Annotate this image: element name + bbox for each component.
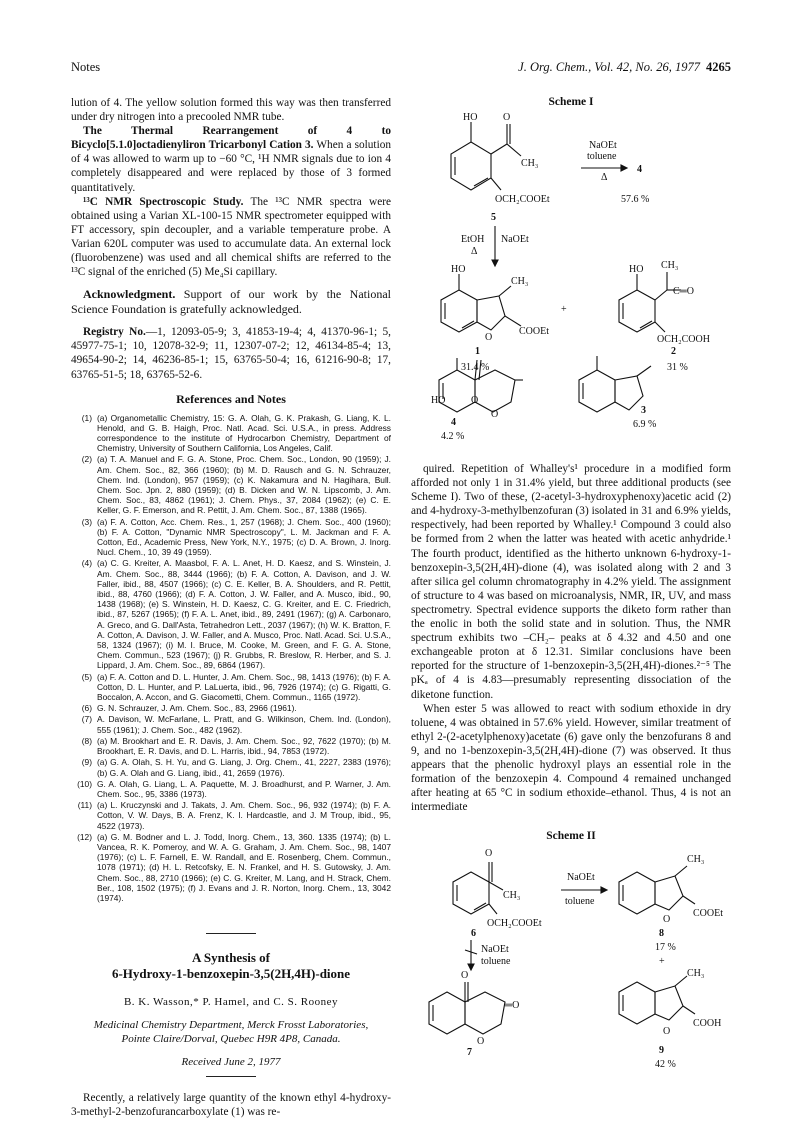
article-title-line2: 6-Hydroxy-1-benzoxepin-3,5(2H,4H)-dione [111, 966, 351, 982]
benzene-ring [619, 872, 655, 914]
compound-3-label: 3 [641, 405, 646, 416]
benzene-ring [441, 290, 477, 332]
reference-number: (3) [81, 516, 92, 527]
label-o: O [503, 112, 511, 123]
scheme-2-bottom-labels [411, 1043, 731, 1073]
yield-8: 17 % [655, 942, 676, 954]
paragraph-continued: lution of 4. The yellow solution formed this way was then transferred under dry nitrogen into a precooled NMR tube. [71, 97, 391, 124]
benzene-ring [453, 872, 489, 914]
reference-item [71, 800, 391, 831]
registry-numbers: Registry No.—1, 12093-05-9; 3, 41853-19-4; 4, 41370-96-1; 5, 45977-75-1; 10, 12078-32-9; 11, 12307-07-2; 12, 46134-85-4; 13, 49654-90-2; 14, 46236-85-1; 15, 63765-50-4; 16, 61216-90-8; 17, 63765-51-5; 18, 63765-52-6. [71, 326, 391, 381]
yield-3: 6.9 % [633, 419, 657, 430]
reference-text: (a) M. Brookhart and E. R. Davis, J. Am. Chem. Soc., 92, 7622 (1970); (b) M. Brookhart, E. R. Davis, and D. L. Harris, ibid., 94, 7853 (1972). [97, 735, 391, 757]
reference-number: (6) [81, 703, 92, 714]
compound-4-label: 4 [637, 164, 642, 175]
ring-oxygen-8: O [663, 914, 671, 926]
reference-item [71, 454, 391, 515]
paragraph-ester-reaction: When ester 5 was allowed to react with sodium ethoxide in dry toluene, 4 was obtained in 57.6% yield. However, similar treatment of ethyl 2-(2-acetylphenoxy)acetate (6) gave only the benzofurans 8 and 9, and no 1-benzoxepin-3,5(2H,4H)-dione (7) was observed. It thus appears that the phenolic hydroxyl plays an essential role in the formation of the benzoxepin 4. Compound 4 remained unchanged after heating at 65 °C in sodium ethoxide–ethanol. Thus, 4 is not an intermediate [411, 702, 731, 814]
compound-9-label: 9 [659, 1045, 664, 1057]
reference-text: (a) G. A. Olah, S. H. Yu, and G. Liang, J. Org. Chem., 41, 2227, 2383 (1976); (b) G. A. Olah and G. Liang, ibid., 41, 2659 (1976). [97, 757, 391, 778]
compound-5-label: 5 [491, 212, 496, 223]
reference-item [71, 779, 391, 799]
acknowledgment: Acknowledgment. Support of our work by the National Science Foundation is gratefully acknowledged. [71, 287, 391, 317]
label-ch3-8: CH₃ [687, 854, 705, 866]
scheme-1 [411, 96, 731, 476]
reference-item [71, 517, 391, 558]
benzene-ring [619, 982, 655, 1024]
scheme-2-structures [411, 842, 731, 1048]
reference-text: (a) C. G. Kreiter, A. Maasbol, F. A. L. Anet, H. D. Kaesz, and S. Winstein, J. Am. Chem. Soc., 88, 3444 (1966); (b) F. A. Cotton, A. Davison, and J. W. Faller, ibid., 88, 4507 (1966); (c) C. E. Keller, B. A. Shoulders, and R. Pettit, ibid., 88, 4760 (1966); (d) F. A. Cotton, J. W. Faller, and A. Musco, ibid., 90, 1438 (1968); (e) S. Winstein, H. D. Kaesz, C. G. Kreiter, and E. C. Friedrich, ibid., 87, 5267 (1965); (f) F. A. L. Anet, ibid., 89, 2491 (1967); (g) A. Carbonaro, A. Greco, and G. Dall'Asta, Tetrahedron Lett., 2037 (1967); (h) W. K. Bratton, F. A. Cotton, A. Davison, J. W. Faller, and A. Musco, Proc. Natl. Acad. Sci. U.S.A., 58, 1324 (1967); (i) M. I. Bruce, M. Cooke, M. Green, and F. G. A. Stone, Chem. Commun., 523 (1967); (j) R. Grubbs, R. Breslow, R. Herber, and S. J. Lippard, J. Am. Chem. Soc., 89, 6864 (1967). [97, 558, 391, 671]
ring-oxygen-9: O [663, 1026, 671, 1038]
reference-text: (a) T. A. Manuel and F. G. A. Stone, Proc. Chem. Soc., London, 90 (1959); J. Am. Chem. Soc., 82, 366 (1960); (b) M. D. Rausch and G. N. Schrauzer, Chem. Ind. (London), 957 (1959); (c) K. Nakamura and N. Hagihara, Bull. Chem. Soc. Jpn. 2, 880 (1959); (d) B. Dicken and W. N. Lipscomb, J. Am. Chem. Soc., 83, 4862 (1961); J. Chem. Phys., 37, 2084 (1962); (e) C. E. Keller, G. F. Emerson, and R. Pettit, J. Am. Chem. Soc., 87, 1388 (1965). [97, 454, 391, 516]
label-o-4: O [471, 395, 479, 406]
label-cooet-8: COOEt [693, 908, 723, 920]
label-ho-2: HO [629, 264, 644, 275]
header-journal: J. Org. Chem., Vol. 42, No. 26, 1977 4265 [518, 60, 731, 74]
scheme-1-bottom-labels [411, 395, 731, 471]
article-header [71, 933, 391, 1077]
label-och2cooet-6: OCH₂COOEt [487, 918, 542, 930]
scheme-2-title: Scheme II [546, 830, 596, 843]
reference-text: (a) G. M. Bodner and L. J. Todd, Inorg. Chem., 13, 360. 1335 (1974); (b) L. Vancea, R. K. Pomeroy, and W. A. G. Graham, J. Am. Chem. Soc., 98, 1407 (1976); (c) L. F. Farnell, E. W. Randall, and E. Rosenberg, Chem. Commun., 1078 (1971); (d) H. L. Retcofsky, E. N. Frankel, and H. S. Gutowsky, J. Am. Chem. Soc., 88, 2710 (1966); (e) C. G. Kreiter, M. Lang, and H. Strack, Chem. Ber., 108, 1502 (1975); (f) J. Evans and J. R. Norton, Inorg. Chem., 13, 3042 (1974). [97, 831, 391, 903]
paragraph-nmr-study: ¹³C NMR Spectroscopic Study. The ¹³C NMR spectra were obtained using a Varian XL-100-15 NMR spectrometer equipped with FT accessory, spin decoupler, and a variable temperature probe. A Varian 620L computer was used to accumulate data. An external lock (fluorobenzene) was used and all chemical shifts are referred to the ¹³C signal of the enriched (5) Me₄Si capillary. [71, 195, 391, 279]
label-cooet-1: COOEt [519, 326, 549, 337]
ring-oxygen-1: O [485, 332, 493, 343]
ring-oxygen-4: O [491, 409, 499, 420]
right-column [411, 96, 731, 1078]
benzene-ring [619, 290, 655, 332]
references-heading: References and Notes [176, 391, 286, 406]
divider [206, 1076, 256, 1077]
reagent-heat: Δ [601, 172, 608, 183]
reference-item [71, 413, 391, 454]
reference-number: (4) [81, 558, 92, 569]
running-header [71, 60, 731, 78]
label-och2cooh: OCH₂COOH [657, 334, 710, 345]
reagent-toluene: toluene [587, 151, 617, 162]
reference-number: (12) [77, 831, 92, 842]
reference-item [71, 703, 391, 713]
compound-4-label-bottom: 4 [451, 417, 456, 428]
keto-7: ═O [505, 1000, 520, 1012]
divider [206, 933, 256, 934]
left-column [71, 96, 391, 1119]
label-ho-4: HO [431, 395, 446, 406]
reference-item [71, 832, 391, 903]
label-o-6: O [485, 848, 493, 860]
reference-text: (a) L. Kruczynski and J. Takats, J. Am. Chem. Soc., 96, 932 (1974); (b) F. A. Cotton, V. W. Days, B. A. Frenz, K. I. Hardcastle, and J. M Troup, ibid., 95, 4522 (1973). [97, 800, 391, 831]
compound-8-label: 8 [659, 928, 664, 940]
reference-text: G. A. Olah, G. Liang, L. A. Paquette, M. J. Broadhurst, and P. Warner, J. Am. Chem. Soc., 95, 3386 (1973). [97, 778, 391, 799]
label-co-2: C═O [673, 286, 694, 297]
reference-item [71, 714, 391, 734]
reagent-etoh: EtOH [461, 234, 485, 245]
reagent-naoet-s2: NaOEt [567, 872, 595, 884]
reference-number: (9) [81, 757, 92, 768]
label-ho: HO [463, 112, 478, 123]
compound-6-label: 6 [471, 928, 476, 940]
reagent-naoet: NaOEt [589, 140, 617, 151]
plus-sign-s2: + [659, 956, 665, 968]
paragraph-results: quired. Repetition of Whalley's¹ procedure in a modified form afforded not only 1 in 31.4% yield, but three additional products (see Scheme I). Two of these, (2-acetyl-3-hydroxyphenoxy)acetic acid (2) and 4-hydroxy-3-methylbenzofuran (3) isolated in 31 and 6.9% yields, respectively, had been reported by Whalley.¹ Compound 3 could also be formed from 2 when the latter was heated with acetic anhydride.¹ The fourth product, identified as the hitherto unknown 6-hydroxy-1-benzoxepin-3,5(2H,4H)-dione (4), was isolated along with 2 and 3 after silica gel column chromatography in 4.2% yield. The assignment of structure to 4 was based on microanalysis, NMR, IR, UV, and mass spectrometry. Spectral evidence supports the diketo form rather than the enolic in both the solid state and in solution. Thus, the NMR spectrum exhibits two –CH₂– peaks at δ 4.32 and 4.50 and one exchangeable proton at δ 12.31. Similar conclusions have been reported for the structure of 1-benzoxepin-3,5(2H,4H)-diones.²⁻⁵ The pKₐ of 4 is 4.83—presumably representing dissociation of the diketone function. [411, 463, 731, 701]
reference-text: (a) F. A. Cotton and D. L. Hunter, J. Am. Chem. Soc., 98, 1413 (1976); (b) F. A. Cotton, D. L. Hunter, and P. LaLuerta, ibid., 96, 7926 (1974); (c) G. Rigatti, G. Boccalon, A. Accon, and G. Giacometti, Chem. Commun., 1165 (1972). [97, 671, 391, 703]
label-cooh-9: COOH [693, 1018, 722, 1030]
reagent-toluene-down: toluene [481, 956, 511, 968]
label-ch3-6: CH₃ [503, 890, 521, 902]
reference-text: (a) Organometallic Chemistry, 15: G. A. Olah, G. K. Prakash, G. Liang, K. L. Henold, and G. B. Haigh, Proc. Natl. Acad. Sci. U.S.A., in press. Address correspondence to the institute of Hydrocarbon Chemistry, Department of Chemistry, University of Southern California, Los Angeles, Calif. [97, 412, 391, 454]
label-ho-1: HO [451, 264, 466, 275]
article-authors: B. K. Wasson,* P. Hamel, and C. S. Rooney [123, 996, 339, 1009]
label-ch3: CH₃ [521, 158, 539, 169]
compound-7-label: 7 [467, 1047, 472, 1059]
reference-text: G. N. Schrauzer, J. Am. Chem. Soc., 83, 2966 (1961). [97, 703, 297, 714]
yield-9: 42 % [655, 1059, 676, 1071]
yield-4-top: 57.6 % [621, 194, 650, 205]
article-affiliation: Medicinal Chemistry Department, Merck Frosst Laboratories, Pointe Claire/Dorval, Quebec H9R 4P8, Canada. [93, 1019, 369, 1046]
reference-number: (8) [81, 735, 92, 746]
yield-2: 31 % [667, 362, 688, 373]
scheme-1-structures [411, 108, 731, 420]
yield-4: 4.2 % [441, 431, 465, 442]
reference-item [71, 757, 391, 777]
scheme-1-title: Scheme I [548, 96, 594, 108]
reference-text: (a) F. A. Cotton, Acc. Chem. Res., 1, 257 (1968); J. Chem. Soc., 400 (1960); (b) F. A. Cotton, "Dynamic NMR Spectroscopy", L. M. Jackman and F. A. Cotton, Ed., Academic Press, New York, N.Y., 1975; (c) D. A. Brown, J. Inorg. Nucl. Chem., 10, 39 49 (1959). [97, 516, 391, 558]
paragraph-thermal-rearrangement: The Thermal Rearrangement of 4 to Bicyclo[5.1.0]octadienyliron Tricarbonyl Cation 3. When a solution of 4 was allowed to warm up to −60 °C, ¹H NMR signals due to ion 4 completely disappeared and were replaced by those of 3 formed quantitatively. [71, 125, 391, 194]
reference-number: (5) [81, 671, 92, 682]
reference-item [71, 558, 391, 670]
reference-item [71, 736, 391, 756]
reference-text: A. Davison, W. McFarlane, L. Pratt, and G. Wilkinson, Chem. Ind. (London), 555 (1961); J. Chem. Soc., 482 (1962). [97, 714, 391, 735]
benzene-ring [451, 142, 491, 190]
label-och2cooet: OCH₂COOEt [495, 194, 550, 205]
benzene-ring [429, 992, 465, 1034]
yield-1: 31.4 % [461, 362, 490, 373]
reference-number: (2) [81, 454, 92, 465]
label-ch3-9: CH₃ [687, 968, 705, 980]
label-ch3-1: CH₃ [511, 276, 529, 287]
label-o-7: O [461, 970, 469, 982]
article-title-line1: A Synthesis of [191, 950, 271, 966]
compound-2-label: 2 [671, 346, 676, 357]
reference-number: (1) [81, 412, 92, 423]
page-number: 4265 [706, 60, 731, 74]
article-intro: Recently, a relatively large quantity of the known ethyl 4-hydroxy-3-methyl-2-benzofurancarboxylate (1) was re- [71, 1092, 391, 1119]
reference-number: (11) [77, 800, 92, 811]
article-received: Received June 2, 1977 [181, 1056, 281, 1069]
reference-number: (10) [77, 778, 92, 789]
ring-oxygen-7: O [477, 1036, 485, 1048]
plus-sign: + [561, 304, 567, 315]
scheme-2 [411, 830, 731, 1078]
reagent-naoet-down: NaOEt [481, 944, 509, 956]
reagent-toluene-s2: toluene [565, 896, 595, 908]
reagent-heat-2: Δ [471, 246, 478, 257]
reference-number: (7) [81, 714, 92, 725]
benzene-ring [579, 370, 615, 412]
reference-item [71, 672, 391, 703]
label-ch3-2: CH₃ [661, 260, 679, 271]
reagent-naoet-2: NaOEt [501, 234, 529, 245]
header-section: Notes [71, 60, 101, 74]
references-list [71, 413, 391, 904]
compound-1-label: 1 [475, 346, 480, 357]
